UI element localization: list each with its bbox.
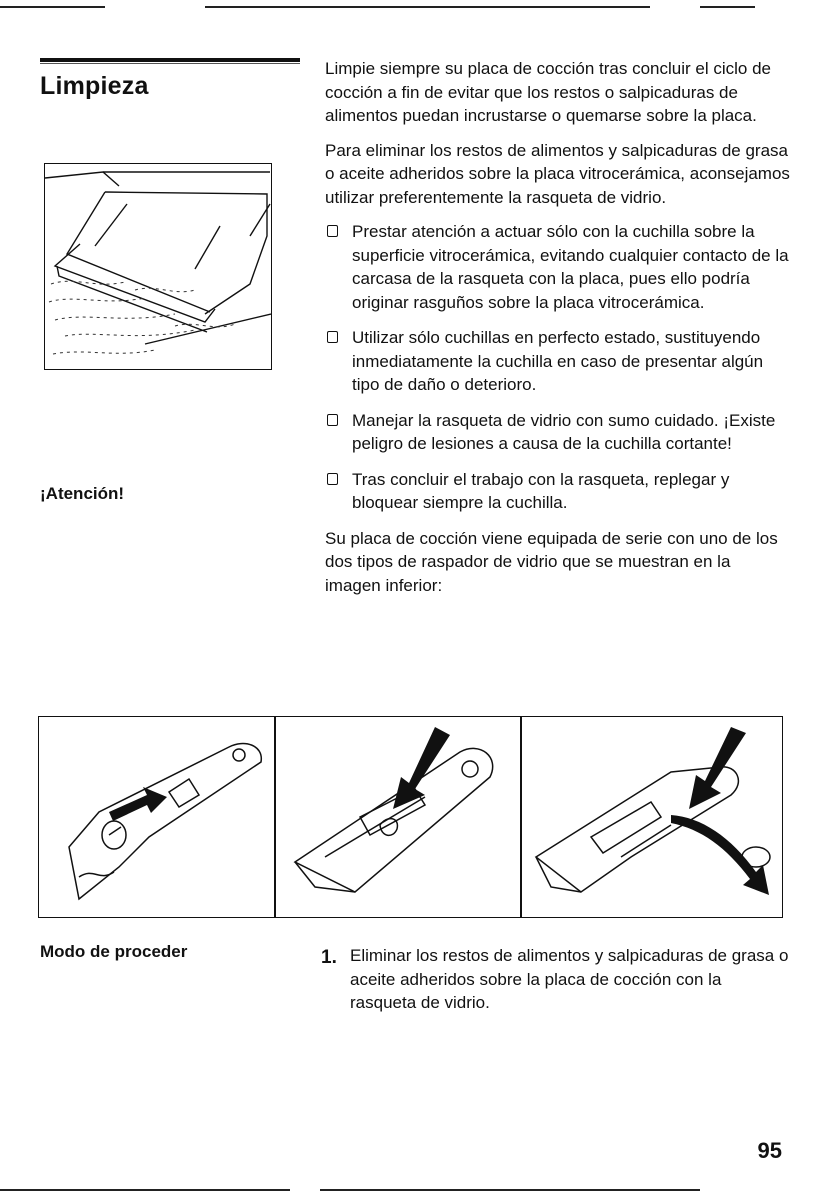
top-rule-right (700, 6, 755, 8)
checkbox-bullet-icon (327, 225, 338, 237)
warning-label: ¡Atención! (40, 484, 125, 503)
scraper-type-3-panel (521, 717, 782, 917)
bottom-rule-left (0, 1189, 290, 1191)
section-title-bar-thin (40, 63, 300, 64)
bottom-rule-right (320, 1189, 700, 1191)
intro-text (325, 57, 790, 597)
arrow-icon (393, 727, 450, 809)
bullet-item (325, 220, 790, 314)
bullet-item (325, 409, 790, 456)
scraper-type-2-drawing (275, 717, 520, 917)
section-title-bar (40, 58, 300, 62)
scraper-type-1-panel (39, 717, 274, 917)
scraper-type-3-drawing (521, 717, 782, 917)
bullet-text: Prestar atención a actuar sólo con la cuchilla sobre la superficie vitrocerámica, evitando cualquier contacto de la carcasa de la rasqueta con la placa, pues ello podría originar rasguños sobre la placa vitrocerámica. (352, 222, 789, 312)
intro-paragraph-1: Limpie siempre su placa de cocción tras concluir el ciclo de cocción a fin de evitar que los restos o salpicaduras de alimentos puedan incrustarse o quemarse sobre la placa. (325, 59, 771, 125)
scraper-drawing (45, 164, 271, 369)
checkbox-bullet-icon (327, 414, 338, 426)
scraper-on-cooktop-illustration (44, 163, 272, 370)
bullet-item (325, 468, 790, 515)
procedure-label: Modo de proceder (40, 942, 188, 961)
bullet-text: Utilizar sólo cuchillas en perfecto estado, sustituyendo inmediatamente la cuchilla en caso de presentar algún tipo de daño o deterioro. (352, 328, 764, 394)
curved-arrow-icon (671, 815, 769, 895)
bullet-text: Tras concluir el trabajo con la rasqueta, replegar y bloquear siempre la cuchilla. (352, 469, 730, 512)
top-rule-left (0, 6, 105, 8)
top-rule-mid (205, 6, 650, 8)
checkbox-bullet-icon (327, 473, 338, 485)
arrow-icon (689, 727, 746, 809)
scraper-note: Su placa de cocción viene equipada de serie con uno de los dos tipos de raspador de vidrio que se muestran en la imagen inferior: (325, 528, 778, 595)
bullet-text: Manejar la rasqueta de vidrio con sumo cuidado. ¡Existe peligro de lesiones a causa de la cuchilla cortante! (352, 410, 776, 453)
step-text: Eliminar los restos de alimentos y salpicaduras de grasa o aceite adheridos sobre la placa de cocción con la rasqueta de vidrio. (350, 946, 789, 1012)
scraper-type-1-drawing (39, 717, 274, 917)
intro-paragraph-2: Para eliminar los restos de alimentos y salpicaduras de grasa o aceite adheridos sobre la placa vitrocerámica, aconsejamos utilizar preferentemente la rasqueta de vidrio. (325, 140, 790, 207)
scrapers-figure (38, 716, 783, 918)
page-number: 95 (757, 1138, 782, 1163)
step-number: 1. (321, 947, 337, 968)
bullet-item (325, 326, 790, 397)
section-title: Limpieza (40, 72, 149, 100)
checkbox-bullet-icon (327, 331, 338, 343)
scraper-type-2-panel (275, 717, 520, 917)
